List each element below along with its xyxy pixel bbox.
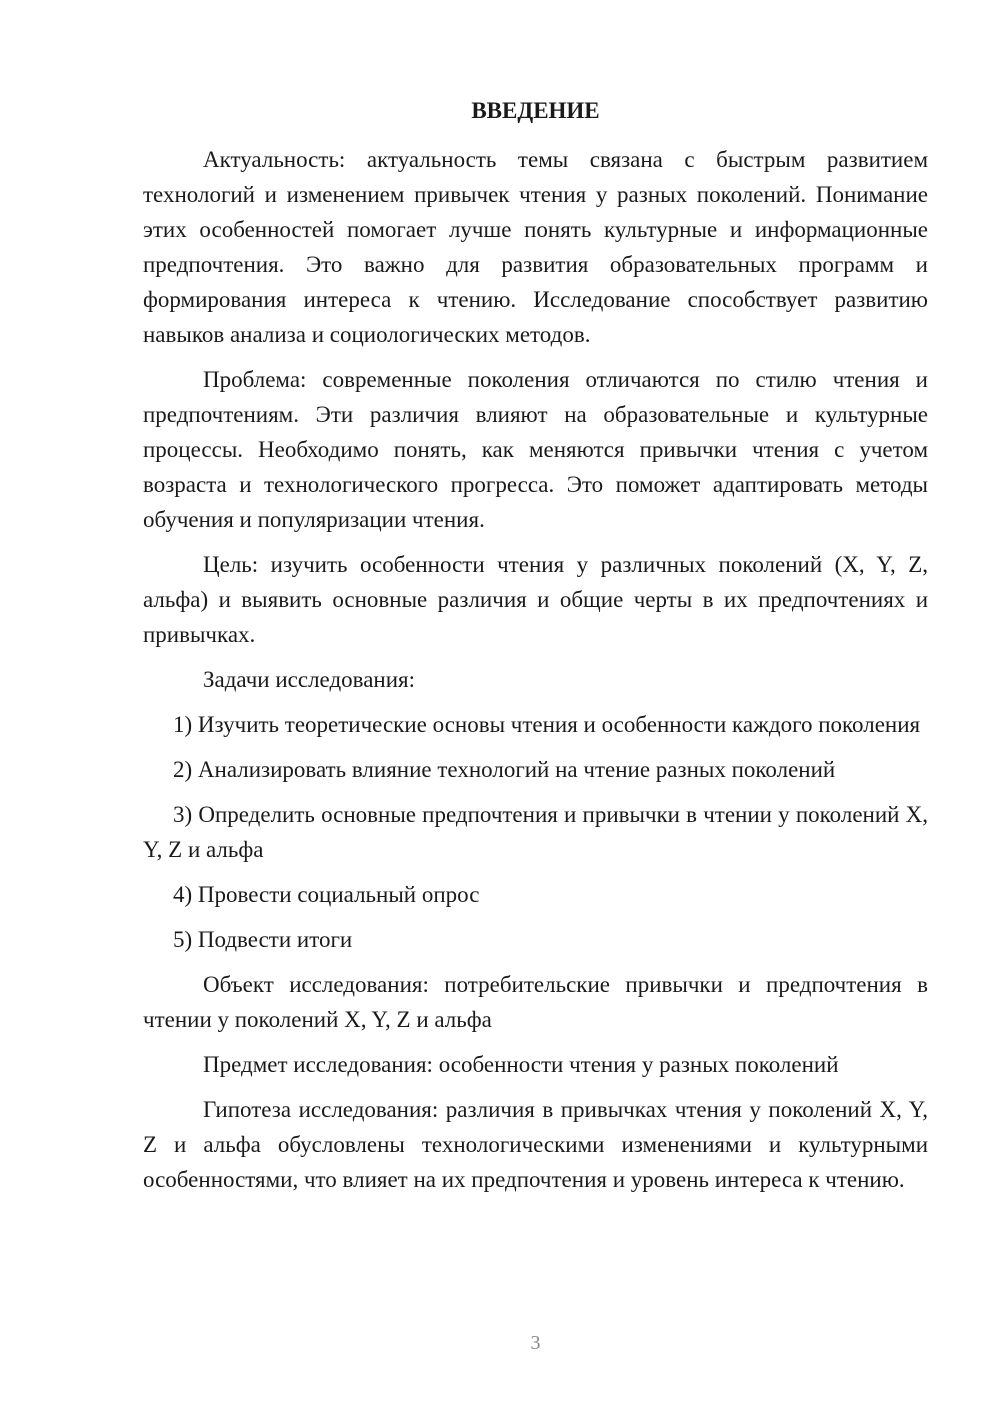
paragraph-goal: Цель: изучить особенности чтения у различных поколений (X, Y, Z, альфа) и выявить основные различия и общие черты в их предпочтениях и привычках.	[143, 552, 928, 647]
tasks-heading: Задачи исследования:	[203, 667, 416, 692]
paragraph-subject: Предмет исследования: особенности чтения у разных поколений	[203, 1052, 839, 1077]
paragraph-problem: Проблема: современные поколения отличаются по стилю чтения и предпочтениям. Эти различия влияют на образовательные и культурные процессы. Необходимо понять, как меняются привычки чтения с учетом возраста и технологического прогресса. Это поможет адаптировать методы обучения и популяризации чтения.	[143, 367, 928, 532]
list-item: 3) Определить основные предпочтения и привычки в чтении у поколений X, Y, Z и альфа	[143, 802, 928, 862]
paragraph-hypothesis: Гипотеза исследования: различия в привычках чтения у поколений X, Y, Z и альфа обусловлены технологическими изменениями и культурными особенностями, что влияет на их предпочтения и уровень интереса к чтению.	[143, 1097, 928, 1192]
page-title: ВВЕДЕНИЕ	[471, 98, 600, 123]
paragraph-relevance: Актуальность: актуальность темы связана с быстрым развитием технологий и изменением привычек чтения у разных поколений. Понимание этих особенностей помогает лучше понять культурные и информационные предпочтения. Это важно для развития образовательных программ и формирования интереса к чтению. Исследование способствует развитию навыков анализа и социологических методов.	[143, 147, 928, 347]
list-item: 4) Провести социальный опрос	[173, 882, 480, 907]
paragraph-object: Объект исследования: потребительские привычки и предпочтения в чтении у поколений X, Y, Z и альфа	[143, 972, 928, 1032]
document-body	[143, 142, 928, 1207]
list-item: 5) Подвести итоги	[173, 927, 353, 952]
list-item: 2) Анализировать влияние технологий на чтение разных поколений	[173, 757, 836, 782]
list-item: 1) Изучить теоретические основы чтения и особенности каждого поколения	[173, 712, 921, 737]
page-number: 3	[530, 1332, 541, 1354]
